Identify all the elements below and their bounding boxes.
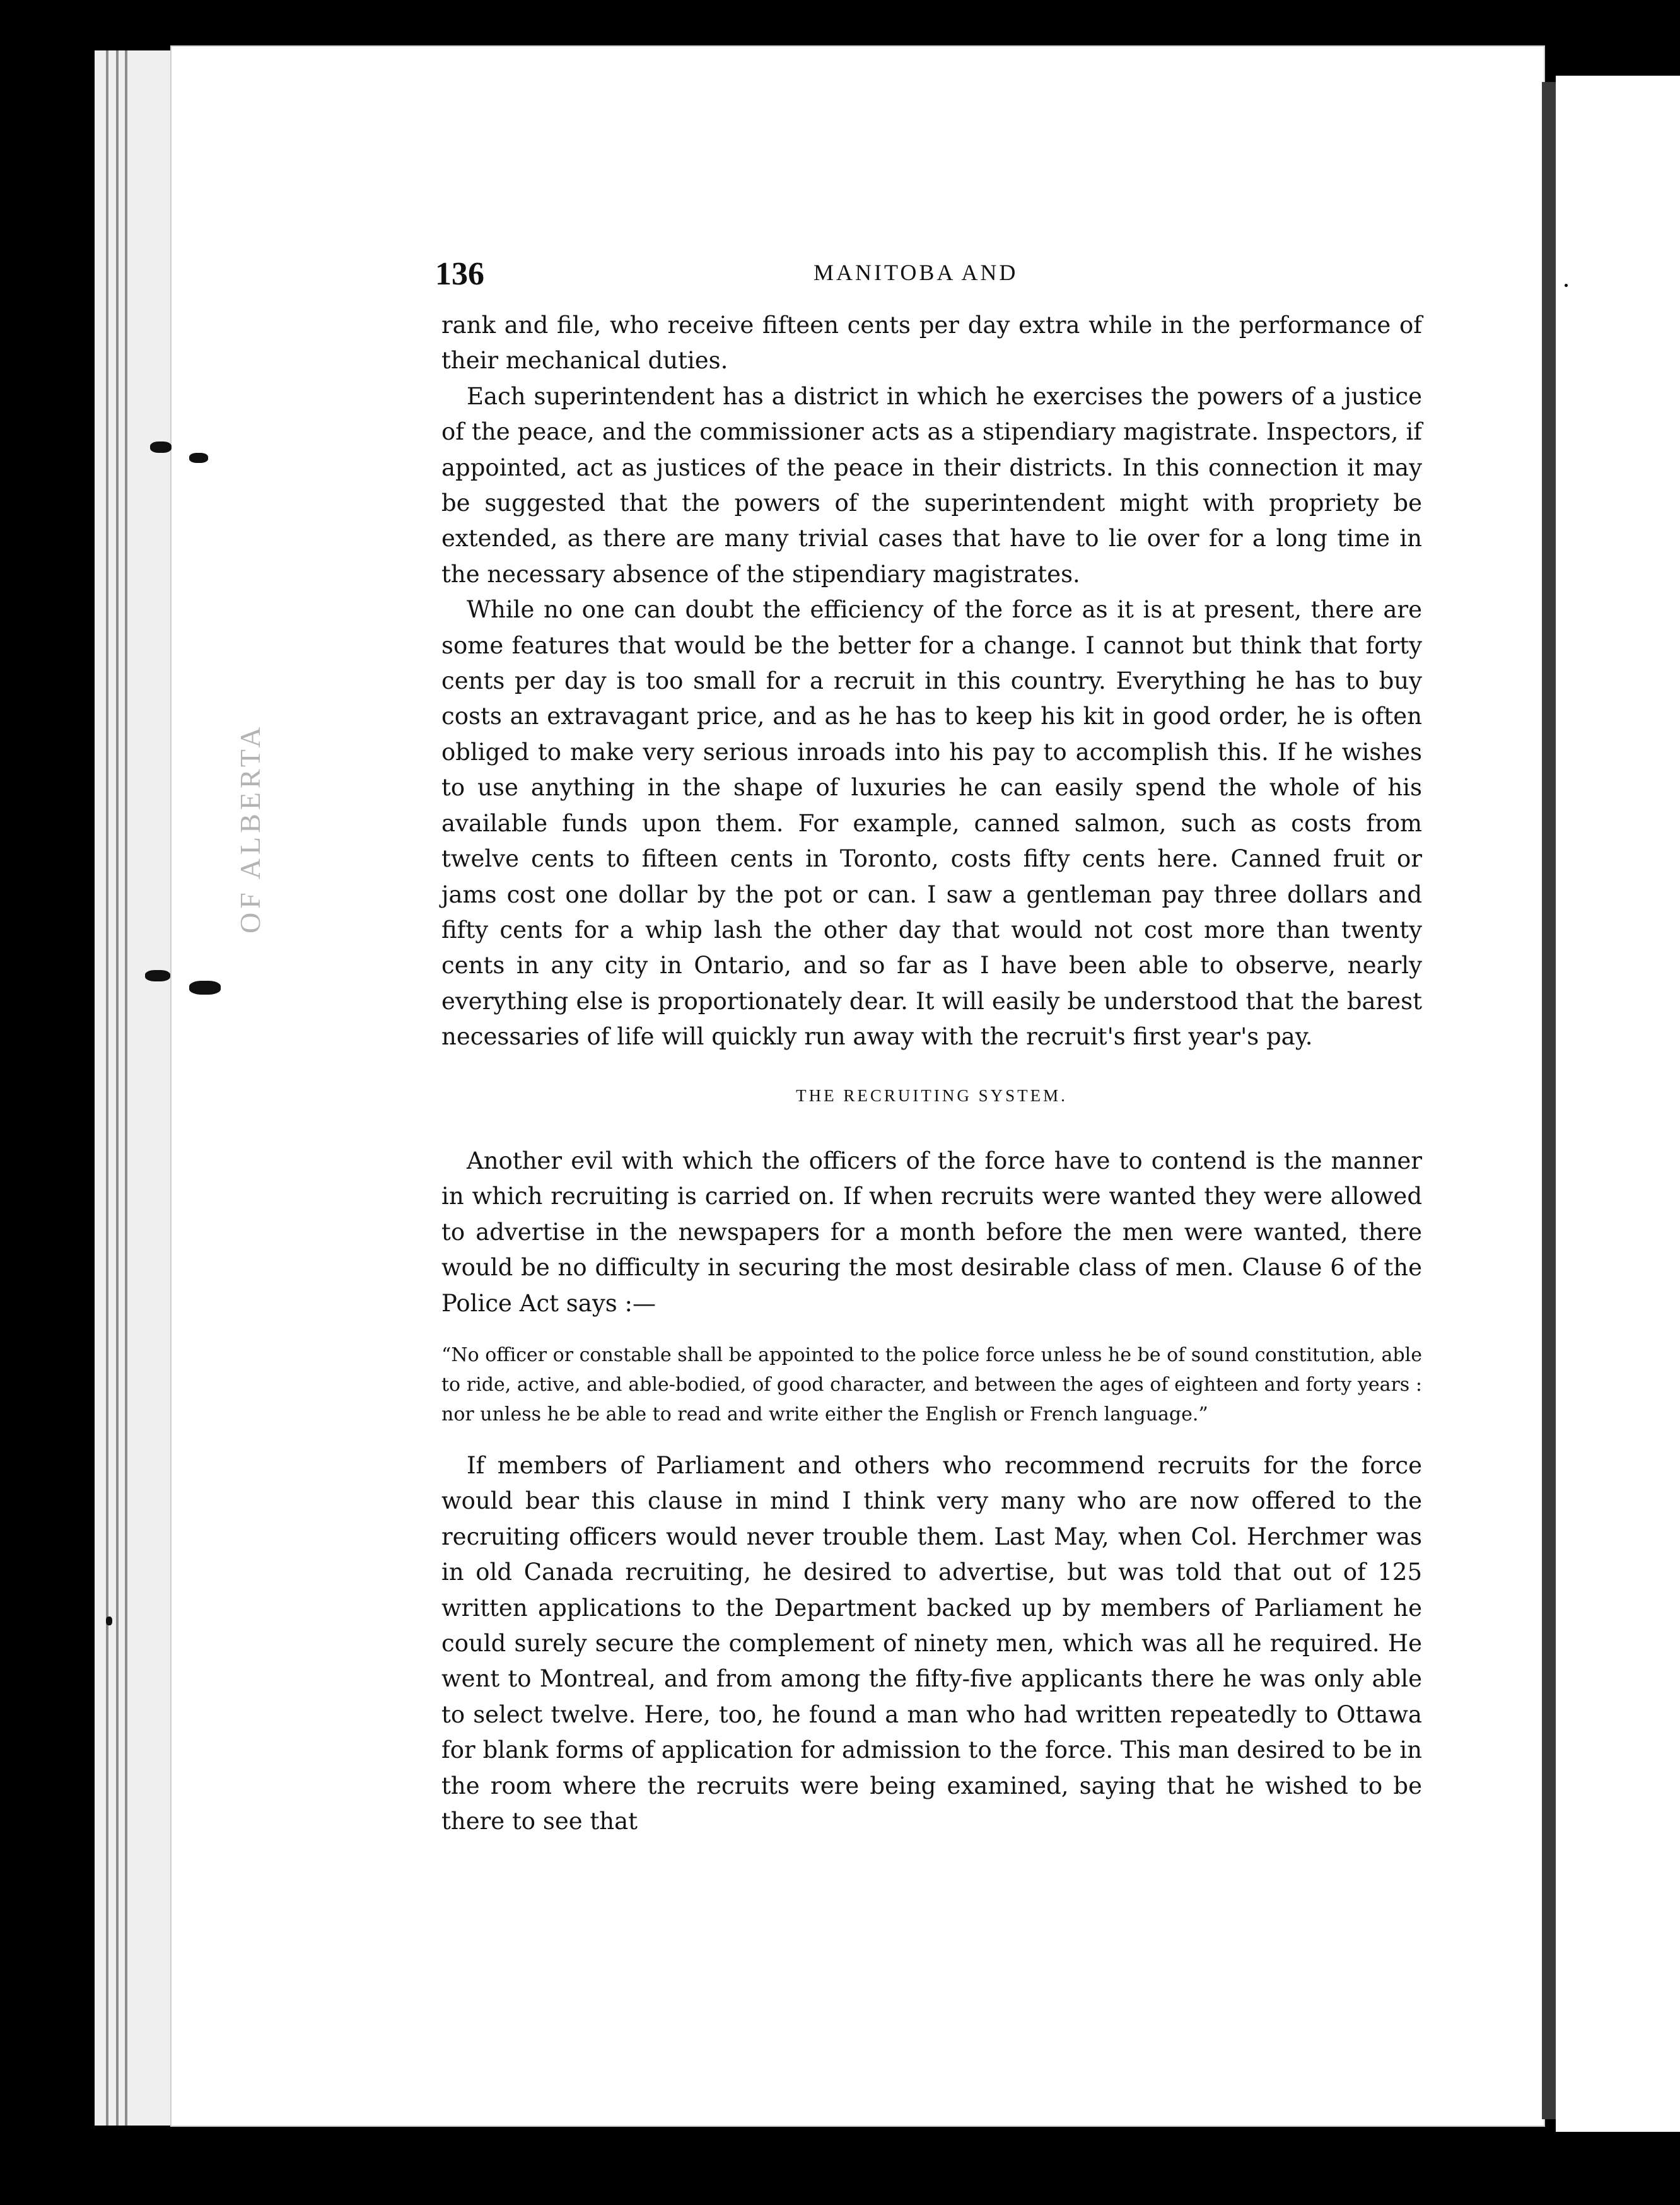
book-page-edges — [95, 50, 178, 2126]
margin-mark — [150, 442, 172, 453]
paragraph: If members of Parliament and others who recommend recruits for the force would bear this clause in mind I think very many who are now offered to the recruiting officers would never trouble them. Last May, when Col. Herchmer was in old Canada recruiting, he desired to advertise, but was told that out of 125 written applications to the Department backed up by members of Parliament he could surely secure the complement of ninety men, which was all he required. He went to Montreal, and from among the fifty-five applicants there he was only able to select twelve. Here, too, he found a man who had written repeatedly to Ottawa for blank forms of application for admission to the force. This man desired to be in the room where the recruits were being examined, saying that he wished to be there to see that — [441, 1451, 1422, 1835]
margin-mark — [106, 1617, 112, 1625]
section-heading: THE RECRUITING SYSTEM. — [796, 1085, 1068, 1105]
paragraph: While no one can doubt the efficiency of the force as it is at present, there are some features that would be the better for a change. I cannot but think that forty cents per day is too small for a recruit in this country. Everything he has to buy costs an extravagant price, and as he has to keep his kit in good order, he is often obliged to make very serious inroads into his pay to accomplish this. If he wishes to use anything in the shape of luxuries he can easily spend the whole of his available funds upon them. For example, canned salmon, such as costs from twelve cents to fifteen cents in Toronto, costs fifty cents here. Canned fruit or jams cost one dollar by the pot or can. I saw a gentleman pay three dollars and fifty cents for a whip lash the other day that would not cost more than twenty cents in any city in Ontario, and so far as I have been able to observe, nearly everything else is proportionately dear. It will easily be understood that the barest necessaries of life will quickly run away with the recruit's first year's pay. — [441, 596, 1422, 1051]
block-quote — [441, 1340, 1422, 1429]
quote-text: “No officer or constable shall be appointed to the police force unless he be of sound constitution, able to ride, active, and able-bodied, of good character, and between the ages of eighteen and forty years : nor unless he be able to read and write either the English or French language.” — [441, 1343, 1422, 1425]
page-header — [435, 255, 1419, 300]
library-stamp — [189, 479, 266, 933]
adjacent-page — [1556, 76, 1680, 2132]
margin-mark — [189, 981, 221, 995]
page-number: 136 — [435, 256, 484, 292]
page-gutter — [1542, 82, 1556, 2119]
margin-mark — [145, 970, 170, 981]
paragraph: rank and file, who receive fifteen cents per day extra while in the performance of their mechanical duties. — [441, 312, 1422, 375]
body-text — [441, 308, 1422, 1839]
running-head: MANITOBA AND — [814, 260, 1018, 285]
paragraph: Another evil with which the officers of the force have to contend is the manner in which recruiting is carried on. If when recruits were wanted they were allowed to advertise in the newspapers for a month before the men were wanted, there would be no difficulty in securing the most desirable class of men. Clause 6 of the Police Act says :— — [441, 1147, 1422, 1317]
paragraph: Each superintendent has a district in which he exercises the powers of a justice of the peace, and the commissioner acts as a stipendiary magistrate. Inspectors, if appointed, act as justices of the peace in their districts. In this connection it may be suggested that the powers of the superintendent might with propriety be extended, as there are many trivial cases that have to lie over for a long time in the necessary absence of the stipendiary magistrates. — [441, 382, 1422, 588]
library-stamp-text: OF ALBERTA — [234, 723, 266, 933]
margin-mark — [189, 453, 208, 463]
